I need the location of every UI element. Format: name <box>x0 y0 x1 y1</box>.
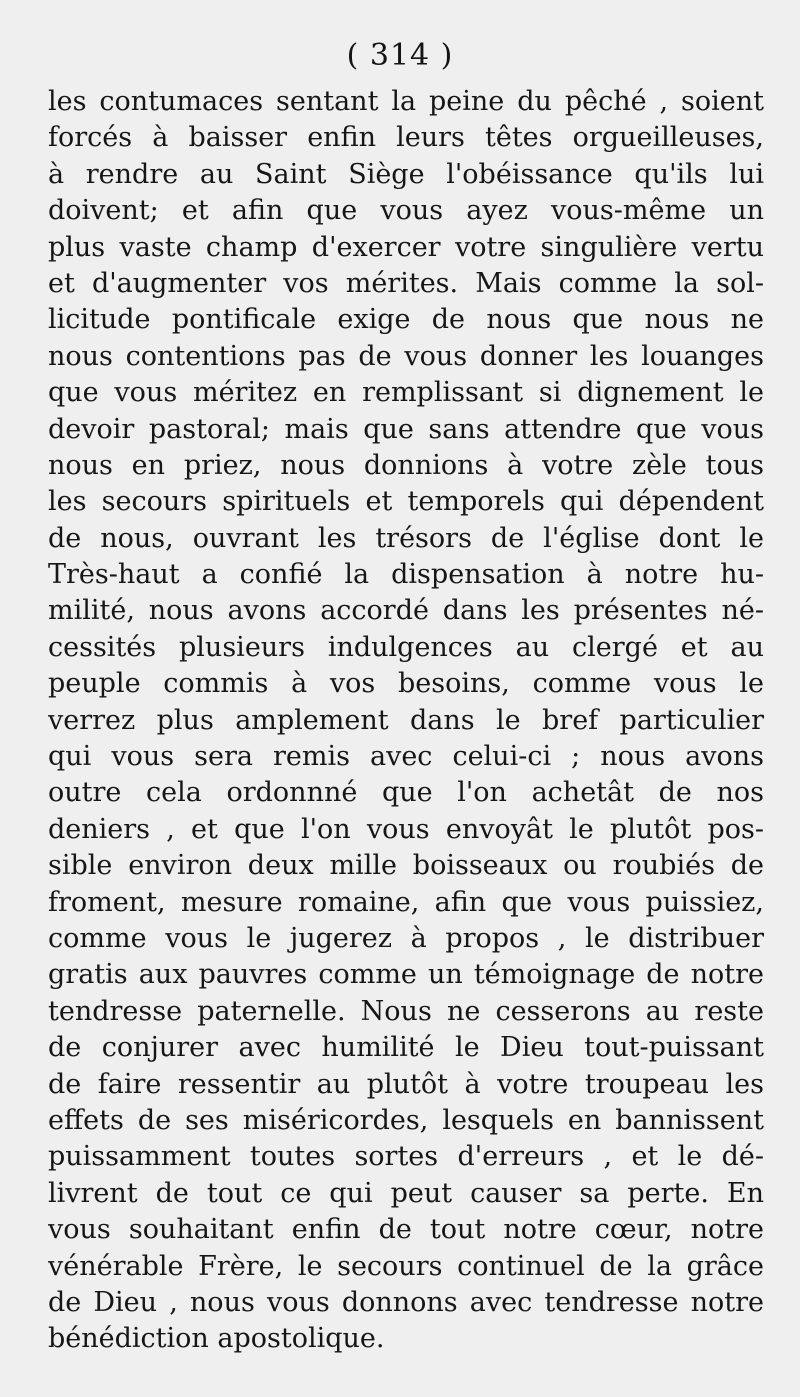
text-line: de faire ressentir au plutôt à votre troupeau les <box>48 1068 764 1100</box>
text-line: vous souhaitant enfin de tout notre cœur, notre <box>48 1214 764 1246</box>
text-line: qui vous sera remis avec celui-ci ; nous avons <box>48 741 764 773</box>
body-text <box>48 84 764 1358</box>
text-line: Très-haut a confié la dispensation à notre hu- <box>48 559 764 591</box>
text-line: tendresse paternelle. Nous ne cesserons au reste <box>48 995 764 1027</box>
page-number: ( 314 ) <box>346 38 454 73</box>
text-line: plus vaste champ d'exercer votre singulière vertu <box>48 231 764 263</box>
text-line: de conjurer avec humilité le Dieu tout-puissant <box>48 1032 764 1064</box>
text-line: bénédiction apostolique. <box>48 1323 385 1355</box>
text-line: nous contentions pas de vous donner les louanges <box>48 340 764 372</box>
text-line: cessités plusieurs indulgences au clergé et au <box>48 631 764 663</box>
text-line: deniers , et que l'on vous envoyât le plutôt pos- <box>48 813 764 845</box>
text-line: verrez plus amplement dans le bref particulier <box>48 704 764 736</box>
text-line: comme vous le jugerez à propos , le distribuer <box>48 922 764 954</box>
text-line: effets de ses miséricordes, lesquels en bannissent <box>48 1104 764 1136</box>
text-line: et d'augmenter vos mérites. Mais comme la sol- <box>48 267 764 299</box>
text-line: milité, nous avons accordé dans les présentes né- <box>48 595 764 627</box>
text-line: de Dieu , nous vous donnons avec tendresse notre <box>48 1286 764 1318</box>
text-line: livrent de tout ce qui peut causer sa perte. En <box>48 1177 764 1209</box>
text-line: les secours spirituels et temporels qui dépendent <box>48 486 764 518</box>
text-line: licitude pontificale exige de nous que nous ne <box>48 304 764 336</box>
text-line: devoir pastoral; mais que sans attendre que vous <box>48 413 764 445</box>
text-line: froment, mesure romaine, afin que vous puissiez, <box>48 886 764 918</box>
text-line: puissamment toutes sortes d'erreurs , et le dé- <box>48 1141 764 1173</box>
text-line: nous en priez, nous donnions à votre zèle tous <box>48 449 764 481</box>
text-line: vénérable Frère, le secours continuel de la grâce <box>48 1250 764 1282</box>
text-line: de nous, ouvrant les trésors de l'église dont le <box>48 522 764 554</box>
text-line: peuple commis à vos besoins, comme vous le <box>48 668 764 700</box>
text-line: gratis aux pauvres comme un témoignage de notre <box>48 959 764 991</box>
text-line: que vous méritez en remplissant si dignement le <box>48 377 764 409</box>
text-line: sible environ deux mille boisseaux ou roubiés de <box>48 850 764 882</box>
text-line: à rendre au Saint Siège l'obéissance qu'ils lui <box>48 158 764 190</box>
text-line: forcés à baisser enfin leurs têtes orgueilleuses, <box>48 122 764 154</box>
text-line: outre cela ordonnné que l'on achetât de nos <box>48 777 764 809</box>
text-line: les contumaces sentant la peine du pêché , soient <box>48 86 764 117</box>
text-line: doivent; et afin que vous ayez vous-même un <box>48 195 764 227</box>
